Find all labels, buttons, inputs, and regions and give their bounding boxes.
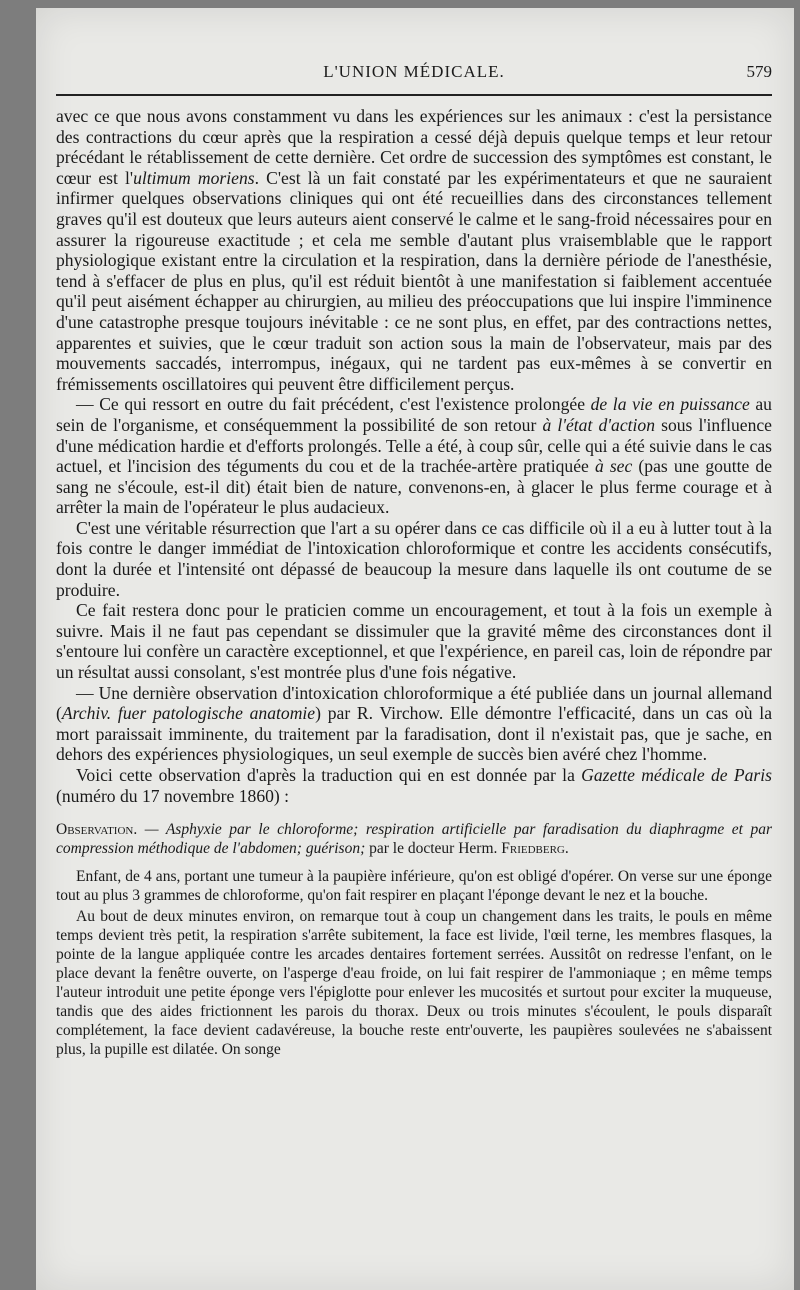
document-page bbox=[36, 8, 794, 1290]
paragraph-8: Au bout de deux minutes environ, on remarque tout à coup un changement dans les traits, le pouls en même temps devient très petit, la respiration s'arrête subitement, la face est livide, l'œil terne, les membres flasques, la pointe de la langue appliquée contre les arcades dentaires fortement serrées. Aussitôt on redresse l'enfant, on le place devant la fenêtre ouverte, on l'asperge d'eau froide, on lui fait respirer de l'ammoniaque ; en même temps l'auteur introduit une petite éponge vers l'épiglotte pour enlever les mucosités et surtout pour exciter la muqueuse, tandis que des aides frictionnent les parois du thorax. Deux ou trois minutes s'écoulent, le pouls disparaît complétement, la face devient cadavéreuse, la bouche reste entr'ouverte, les paupières soulevées ne s'abaissent plus, la pupille est dilatée. On songe bbox=[56, 908, 772, 1059]
observation-text bbox=[56, 867, 772, 1059]
paragraph-4: Ce fait restera donc pour le praticien comme un encouragement, et tout à la fois un exemple à suivre. Mais il ne faut pas cependant se dissimuler que la gravité même des circonstances dont il s'entoure lui confère un caractère exceptionnel, et que l'expérience, en pareil cas, loin de répondre par un résultat aussi consolant, s'est montrée plus d'une fois négative. bbox=[56, 600, 772, 683]
paragraph-3: C'est une véritable résurrection que l'art a su opérer dans ce cas difficile où il a eu à lutter tout à la fois contre le danger immédiat de l'intoxication chloroformique et contre les accidents consécutifs, dont la durée et l'intensité ont dépassé de beaucoup la mesure dans laquelle ils ont coutume de se produire. bbox=[56, 517, 772, 600]
paragraph-7: Enfant, de 4 ans, portant une tumeur à la paupière inférieure, qu'on est obligé d'opérer. On verse sur une éponge tout au plus 3 grammes de chloroforme, qu'on fait respirer en plaçant l'éponge devant le nez et la bouche. bbox=[56, 868, 772, 905]
paragraph-6: Voici cette observation d'après la traduction qui en est donnée par la Gazette médicale de Paris (numéro du 17 novembre 1860) : bbox=[56, 765, 772, 806]
paragraph-1: avec ce que nous avons constamment vu dans les expériences sur les animaux : c'est la persistance des contractions du cœur après que la respiration a cessé déjà depuis quelque temps et leur retour précédant le rétablissement de cette dernière. Cet ordre de succession des symptômes est constant, le cœur est l'ultimum moriens. C'est là un fait constaté par les expérimentateurs et que ne sauraient infirmer quelques observations cliniques qui ont été recueillies dans des circonstances tellement graves qu'il est douteux que leurs auteurs aient conservé le calme et le sang-froid nécessaires pour en assurer la rigoureuse exactitude ; et cela me semble d'autant plus vraisemblable que le rapport physiologique existant entre la circulation et la respiration, dans la dernière période de l'anesthésie, tend à s'effacer de plus en plus, qu'il est réduit bientôt à une manifestation si faiblement accentuée qu'il peut aisément échapper au chirurgien, au milieu des préoccupations que lui inspire l'imminence d'une catastrophe presque toujours inévitable : ce ne sont plus, en effet, par des contractions nettes, apparentes et suivies, que le cœur traduit son action sous la main de l'observateur, mais par des mouvements saccadés, interrompus, inégaux, qui ne tardent pas eux-mêmes à se convertir en frémissements oscillatoires qui peuvent être difficilement perçus. bbox=[56, 106, 772, 394]
article-body bbox=[56, 106, 772, 1059]
page-number: 579 bbox=[746, 62, 772, 81]
observation-heading: Observation. — Asphyxie par le chloroforme; respiration artificielle par faradisation du diaphragme et par compression méthodique de l'abdomen; guérison; par le docteur Herm. Friedberg. bbox=[56, 821, 772, 858]
paragraph-2: — Ce qui ressort en outre du fait précédent, c'est l'existence prolongée de la vie en puissance au sein de l'organisme, et conséquemment la possibilité de son retour à l'état d'action sous l'influence d'une médication hardie et d'efforts prolongés. Telle a été, à coup sûr, celle qui a été suivie dans le cas actuel, et l'incision des téguments du cou et de la trachée-artère pratiquée à sec (pas une goutte de sang ne s'écoule, est-il dit) était bien de nature, convenons-en, à glacer le plus ferme courage et à arrêter la main de l'opérateur le plus audacieux. bbox=[56, 394, 772, 518]
journal-title: L'UNION MÉDICALE. bbox=[323, 62, 505, 81]
running-header bbox=[56, 62, 772, 92]
header-rule bbox=[56, 94, 772, 96]
paragraph-5: — Une dernière observation d'intoxication chloroformique a été publiée dans un journal allemand (Archiv. fuer patologische anatomie) par R. Virchow. Elle démontre l'efficacité, dans un cas où la mort paraissait imminente, du traitement par la faradisation, dont il n'existait pas, que je sache, en dehors des expériences physiologiques, un seul exemple de succès bien avéré chez l'homme. bbox=[56, 682, 773, 765]
